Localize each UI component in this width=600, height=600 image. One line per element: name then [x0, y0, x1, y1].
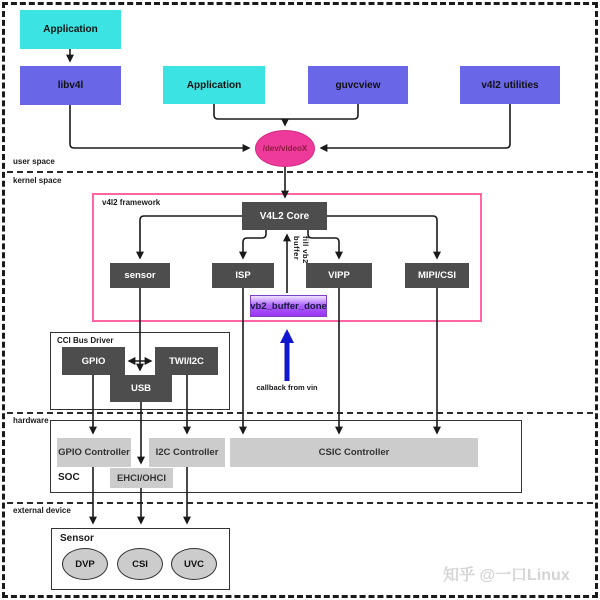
v4l2-framework-label: v4l2 framework	[102, 198, 161, 207]
user-space-label: user space	[13, 157, 55, 166]
sensor-node: sensor	[110, 263, 170, 288]
fill-vb2-buffer-note: fill vb2 buffer	[292, 236, 310, 264]
sensor-group-label: Sensor	[60, 533, 94, 544]
twi-i2c-node: TWI/I2C	[155, 347, 218, 375]
uvc-node: UVC	[171, 548, 217, 580]
vb2-buffer-done-node: vb2_buffer_done	[250, 295, 327, 317]
gpio-controller-node: GPIO Controller	[57, 438, 131, 467]
isp-node: ISP	[212, 263, 274, 288]
wire-application-merge	[214, 104, 285, 119]
soc-label: SOC	[58, 472, 80, 483]
application-top-node: Application	[20, 10, 121, 49]
wire-libv4l-devvideox	[70, 105, 249, 148]
v4l2-core-node: V4L2 Core	[242, 202, 327, 230]
callback-from-vin-note: callback from vin	[256, 383, 318, 392]
wire-guvcview-merge	[285, 104, 358, 119]
csi-node: CSI	[117, 548, 163, 580]
external-device-label: external device	[13, 506, 71, 515]
watermark: 知乎 @一口Linux	[443, 567, 570, 584]
application-node: Application	[163, 66, 265, 104]
kernel-hardware-separator	[7, 412, 593, 414]
userspace-kernel-separator	[7, 171, 593, 173]
hardware-external-separator	[7, 502, 593, 504]
cci-bus-driver-label: CCI Bus Driver	[57, 336, 114, 345]
ehci-ohci-node: EHCI/OHCI	[110, 468, 173, 488]
hardware-label: hardware	[13, 416, 49, 425]
wire-utilities-devvideox	[321, 104, 510, 148]
vipp-node: VIPP	[306, 263, 372, 288]
dvp-node: DVP	[62, 548, 108, 580]
i2c-controller-node: I2C Controller	[149, 438, 225, 467]
guvcview-node: guvcview	[308, 66, 408, 104]
mipi-csi-node: MIPI/CSI	[405, 263, 469, 288]
libv4l-node: libv4l	[20, 66, 121, 105]
usb-node: USB	[110, 375, 172, 402]
gpio-node: GPIO	[62, 347, 125, 375]
kernel-space-label: kernel space	[13, 176, 62, 185]
csic-controller-node: CSIC Controller	[230, 438, 478, 467]
dev-videox-node: /dev/videoX	[255, 130, 315, 167]
v4l2-utilities-node: v4l2 utilities	[460, 66, 560, 104]
